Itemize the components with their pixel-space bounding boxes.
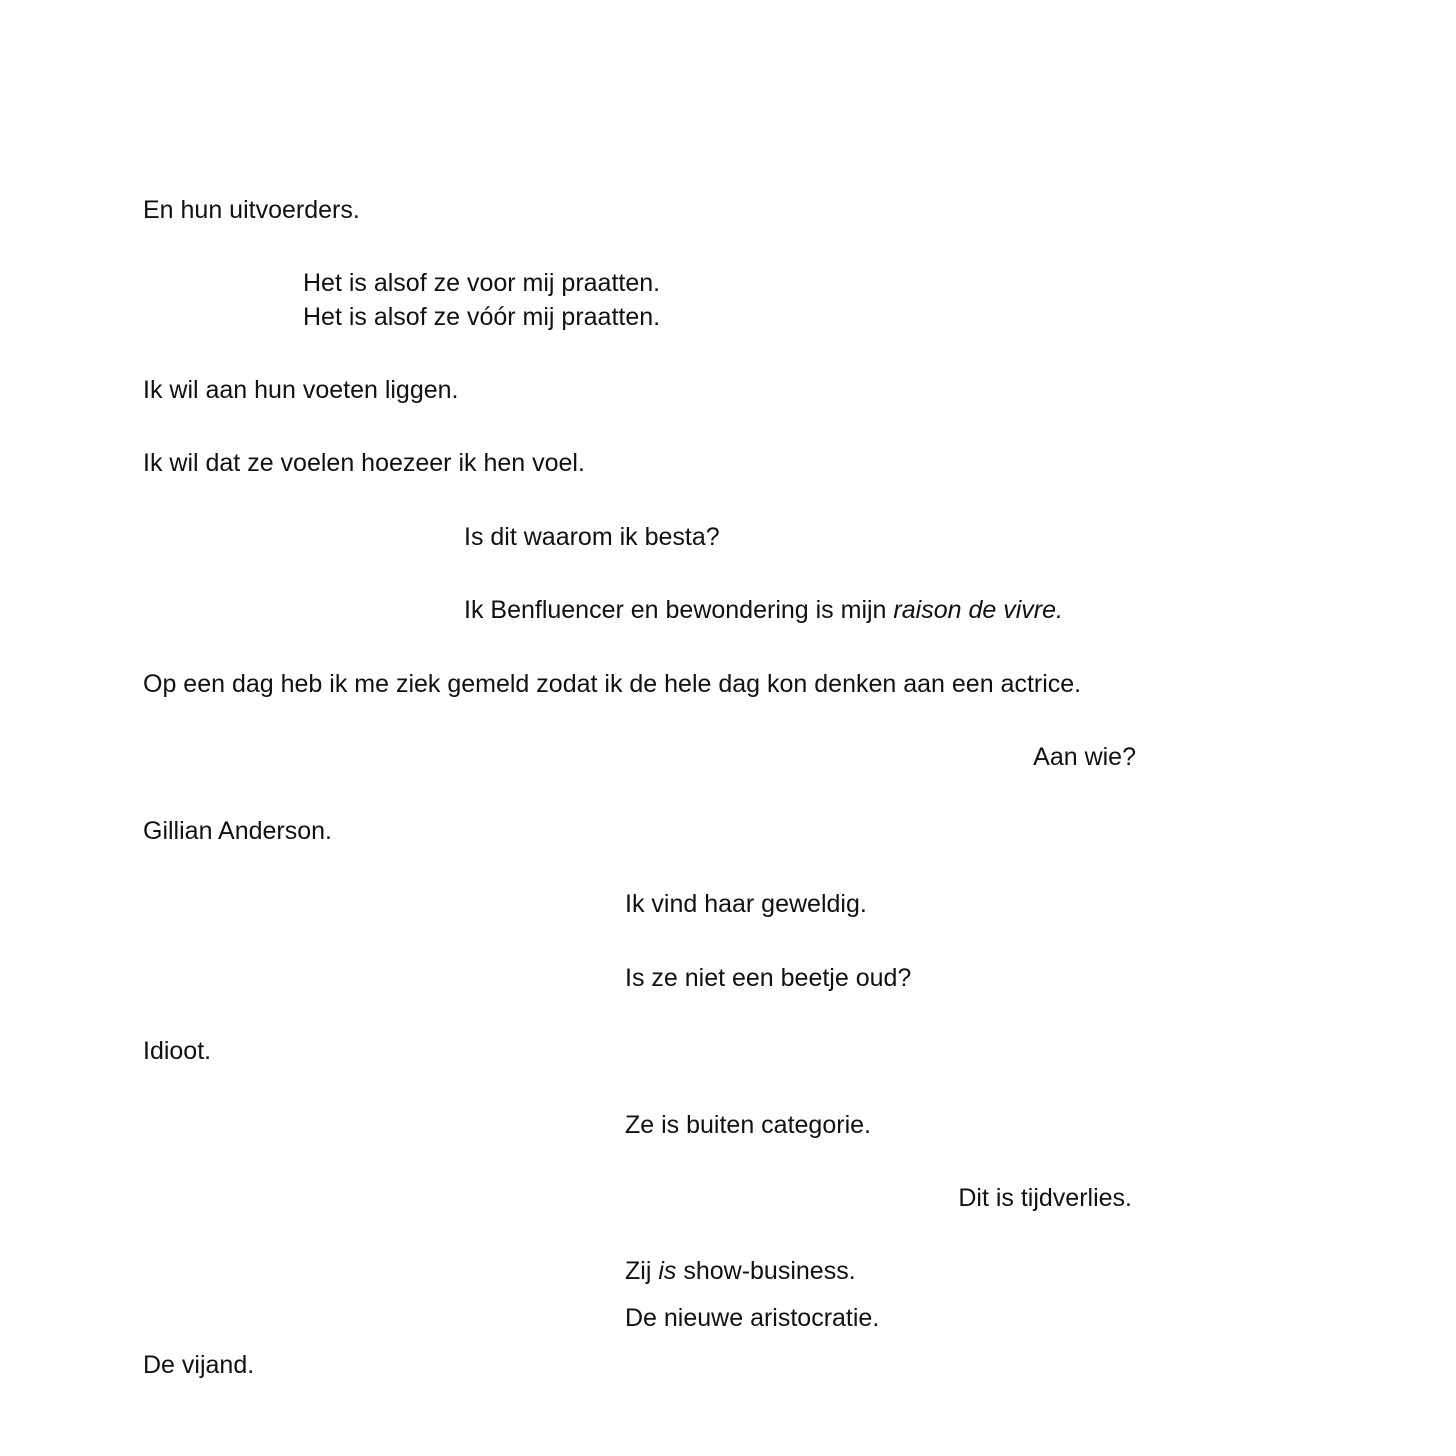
script-line-1: En hun uitvoerders. (143, 196, 360, 224)
script-line-17: De nieuwe aristocratie. (625, 1304, 880, 1332)
script-line-18: De vijand. (143, 1351, 255, 1379)
script-line-16-pre: Zij (625, 1257, 659, 1285)
script-line-6: Is dit waarom ik besta? (464, 523, 720, 551)
script-line-5: Ik wil dat ze voelen hoezeer ik hen voel. (143, 449, 585, 477)
script-line-7 (464, 594, 1063, 626)
script-line-9: Aan wie? (1033, 743, 1136, 771)
script-line-14: Ze is buiten categorie. (625, 1111, 871, 1139)
script-line-10: Gillian Anderson. (143, 817, 333, 845)
script-line-13: Idioot. (143, 1037, 212, 1065)
script-line-16 (625, 1255, 856, 1287)
script-line-16-italic: is (658, 1257, 677, 1285)
script-line-12: Is ze niet een beetje oud? (625, 964, 912, 992)
script-line-11: Ik vind haar geweldig. (625, 890, 867, 918)
script-line-3: Het is alsof ze vóór mij praatten. (303, 303, 661, 331)
script-line-15: Dit is tijdverlies. (958, 1184, 1132, 1212)
script-line-2: Het is alsof ze voor mij praatten. (303, 269, 661, 297)
script-line-7-italic: raison de vivre. (893, 596, 1063, 624)
script-line-8: Op een dag heb ik me ziek gemeld zodat ik de hele dag kon denken aan een actrice. (143, 670, 1082, 698)
script-line-4: Ik wil aan hun voeten liggen. (143, 376, 459, 404)
script-line-16-post: show-business. (676, 1257, 856, 1285)
script-line-7-text: Ik Benfluencer en bewondering is mijn (464, 596, 894, 624)
